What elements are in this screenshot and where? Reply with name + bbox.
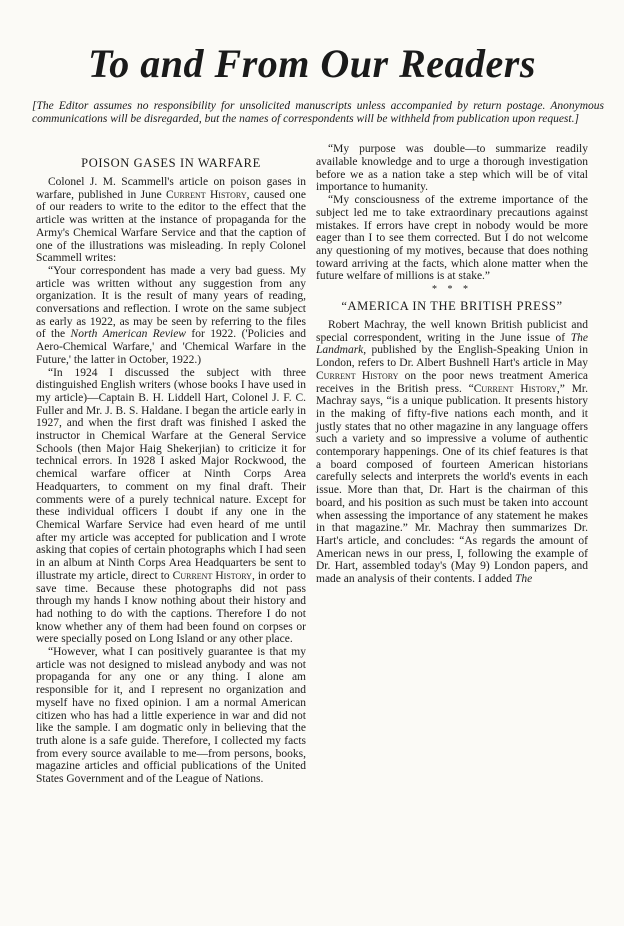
editor-note: [The Editor assumes no responsibility for unsolicited manuscripts unless accompanied by return postage. Anonymous communications will be disregarded, but the names of correspondents will be withheld from publication upon request.] [32, 100, 604, 125]
section-heading-poison-gases: POISON GASES IN WARFARE [81, 156, 261, 170]
paragraph: “My consciousness of the extreme importance of the subject led me to take extraordinary precautions against mistakes. If errors have crept in nobody would be more eager than I to see them corrected. But I do not welcome any questioning of my motives, because that does nothing toward arriving at the facts, which alone matter when the future welfare of millions is at stake.” [316, 194, 588, 283]
paragraph: “In 1924 I discussed the subject with three distinguished English writers (whose books I have used in my article)—Captain B. H. Liddell Hart, Colonel J. F. C. Fuller and Mr. J. B. S. Haldane. I began the article early in 1927, and when the first draft was finished I asked the instructor in Chemical Warfare at the General Service Schools (then Major Haig Shekerjian) to criticize it for technical errors. In 1928 I asked Major Rockwood, the chemical warfare officer at Ninth Corps Area Headquarters, to comment on my final draft. Their comments were of a purely technical nature. Except for these individual officers I doubt if any one in the Chemical Warfare Service had even heard of me until after my article was accepted for publication and I wrote asking that copies of certain photographs which I had seen in an album at Ninth Corps Area Headquarters be sent to illustrate my article, direct to Current History, in order to save time. Because these photographs did not pass through my hands I know nothing about their history and had nothing to do with the captions. Therefore I do not know whether any of them had been found on corpses or were specially posed on Long Island or any other place. [36, 366, 307, 646]
left-column [36, 156, 306, 916]
section-divider: * * * [432, 284, 472, 296]
paragraph: “However, what I can positively guarantee is that my article was not designed to mislead anybody and was not propaganda for any one or any thing. I alone am responsible for it, and I represent no organization and myself have no fixed opinion. I am a normal American citizen who has had a little experience in war and did not like the sample. I am dogmatic only in believing that the truth alone is a safe guide. Therefore, I collected my facts from every source available to me—from persons, books, magazine articles and official publications of the United States Government and of the League of Nations. [36, 646, 306, 786]
paragraph: “Your correspondent has made a very bad guess. My article was written without any suggestion from any organization. It is the result of many years of reading, conversations and reflection. I wrote on the same subject as early as 1922, as may be seen by referring to the files of the North American Review for 1922. ('Policies and Aero-Chemical Warfare,' and 'Chemical Warfare in the Future,' the latter in October, 1922.) [36, 264, 306, 366]
section-heading-british-press: “AMERICA IN THE BRITISH PRESS” [341, 299, 563, 314]
paragraph: “My purpose was double—to summarize readily available knowledge and to urge a thorough investigation before we as a nation take a step which will be of vital importance to humanity. [316, 143, 588, 194]
paragraph: Robert Machray, the well known British publicist and special correspondent, writing in the June issue of The Landmark, published by the English-Speaking Union in London, refers to Dr. Albert Bushnell Hart's article in May Current History on the poor news treatment America receives in the British press. “Current History,” Mr. Machray says, “is a unique publication. It presents history in the making of fifty-five nations each month, and it justly states that no other magazine in any language offers such a variety and so impressive a volume of authentic contemporary happenings. One of its chief features is that a board composed of fourteen American historians carefully selects and interprets the world's events in each issue. More than that, Dr. Hart is the chairman of this board, and his position as such must be taken into account when assessing the importance of any statement he makes in that magazine.” Mr. Machray then summarizes Dr. Hart's article, and concludes: “As regards the amount of American news in our press, I, following the example of Dr. Hart, assembled today's (May 9) London papers, and made an analysis of their contents. I added The [316, 319, 589, 586]
right-column [316, 143, 589, 916]
paragraph: Colonel J. M. Scammell's article on poison gases in warfare, published in June Current History, caused one of our readers to write to the editor to the effect that the article was written at the instance of propaganda for the Army's Chemical Warfare Service and that the caption of one of the illustrations was misleading. In reply Colonel Scammell writes: [36, 176, 307, 265]
page-title: To and From Our Readers [88, 41, 536, 86]
